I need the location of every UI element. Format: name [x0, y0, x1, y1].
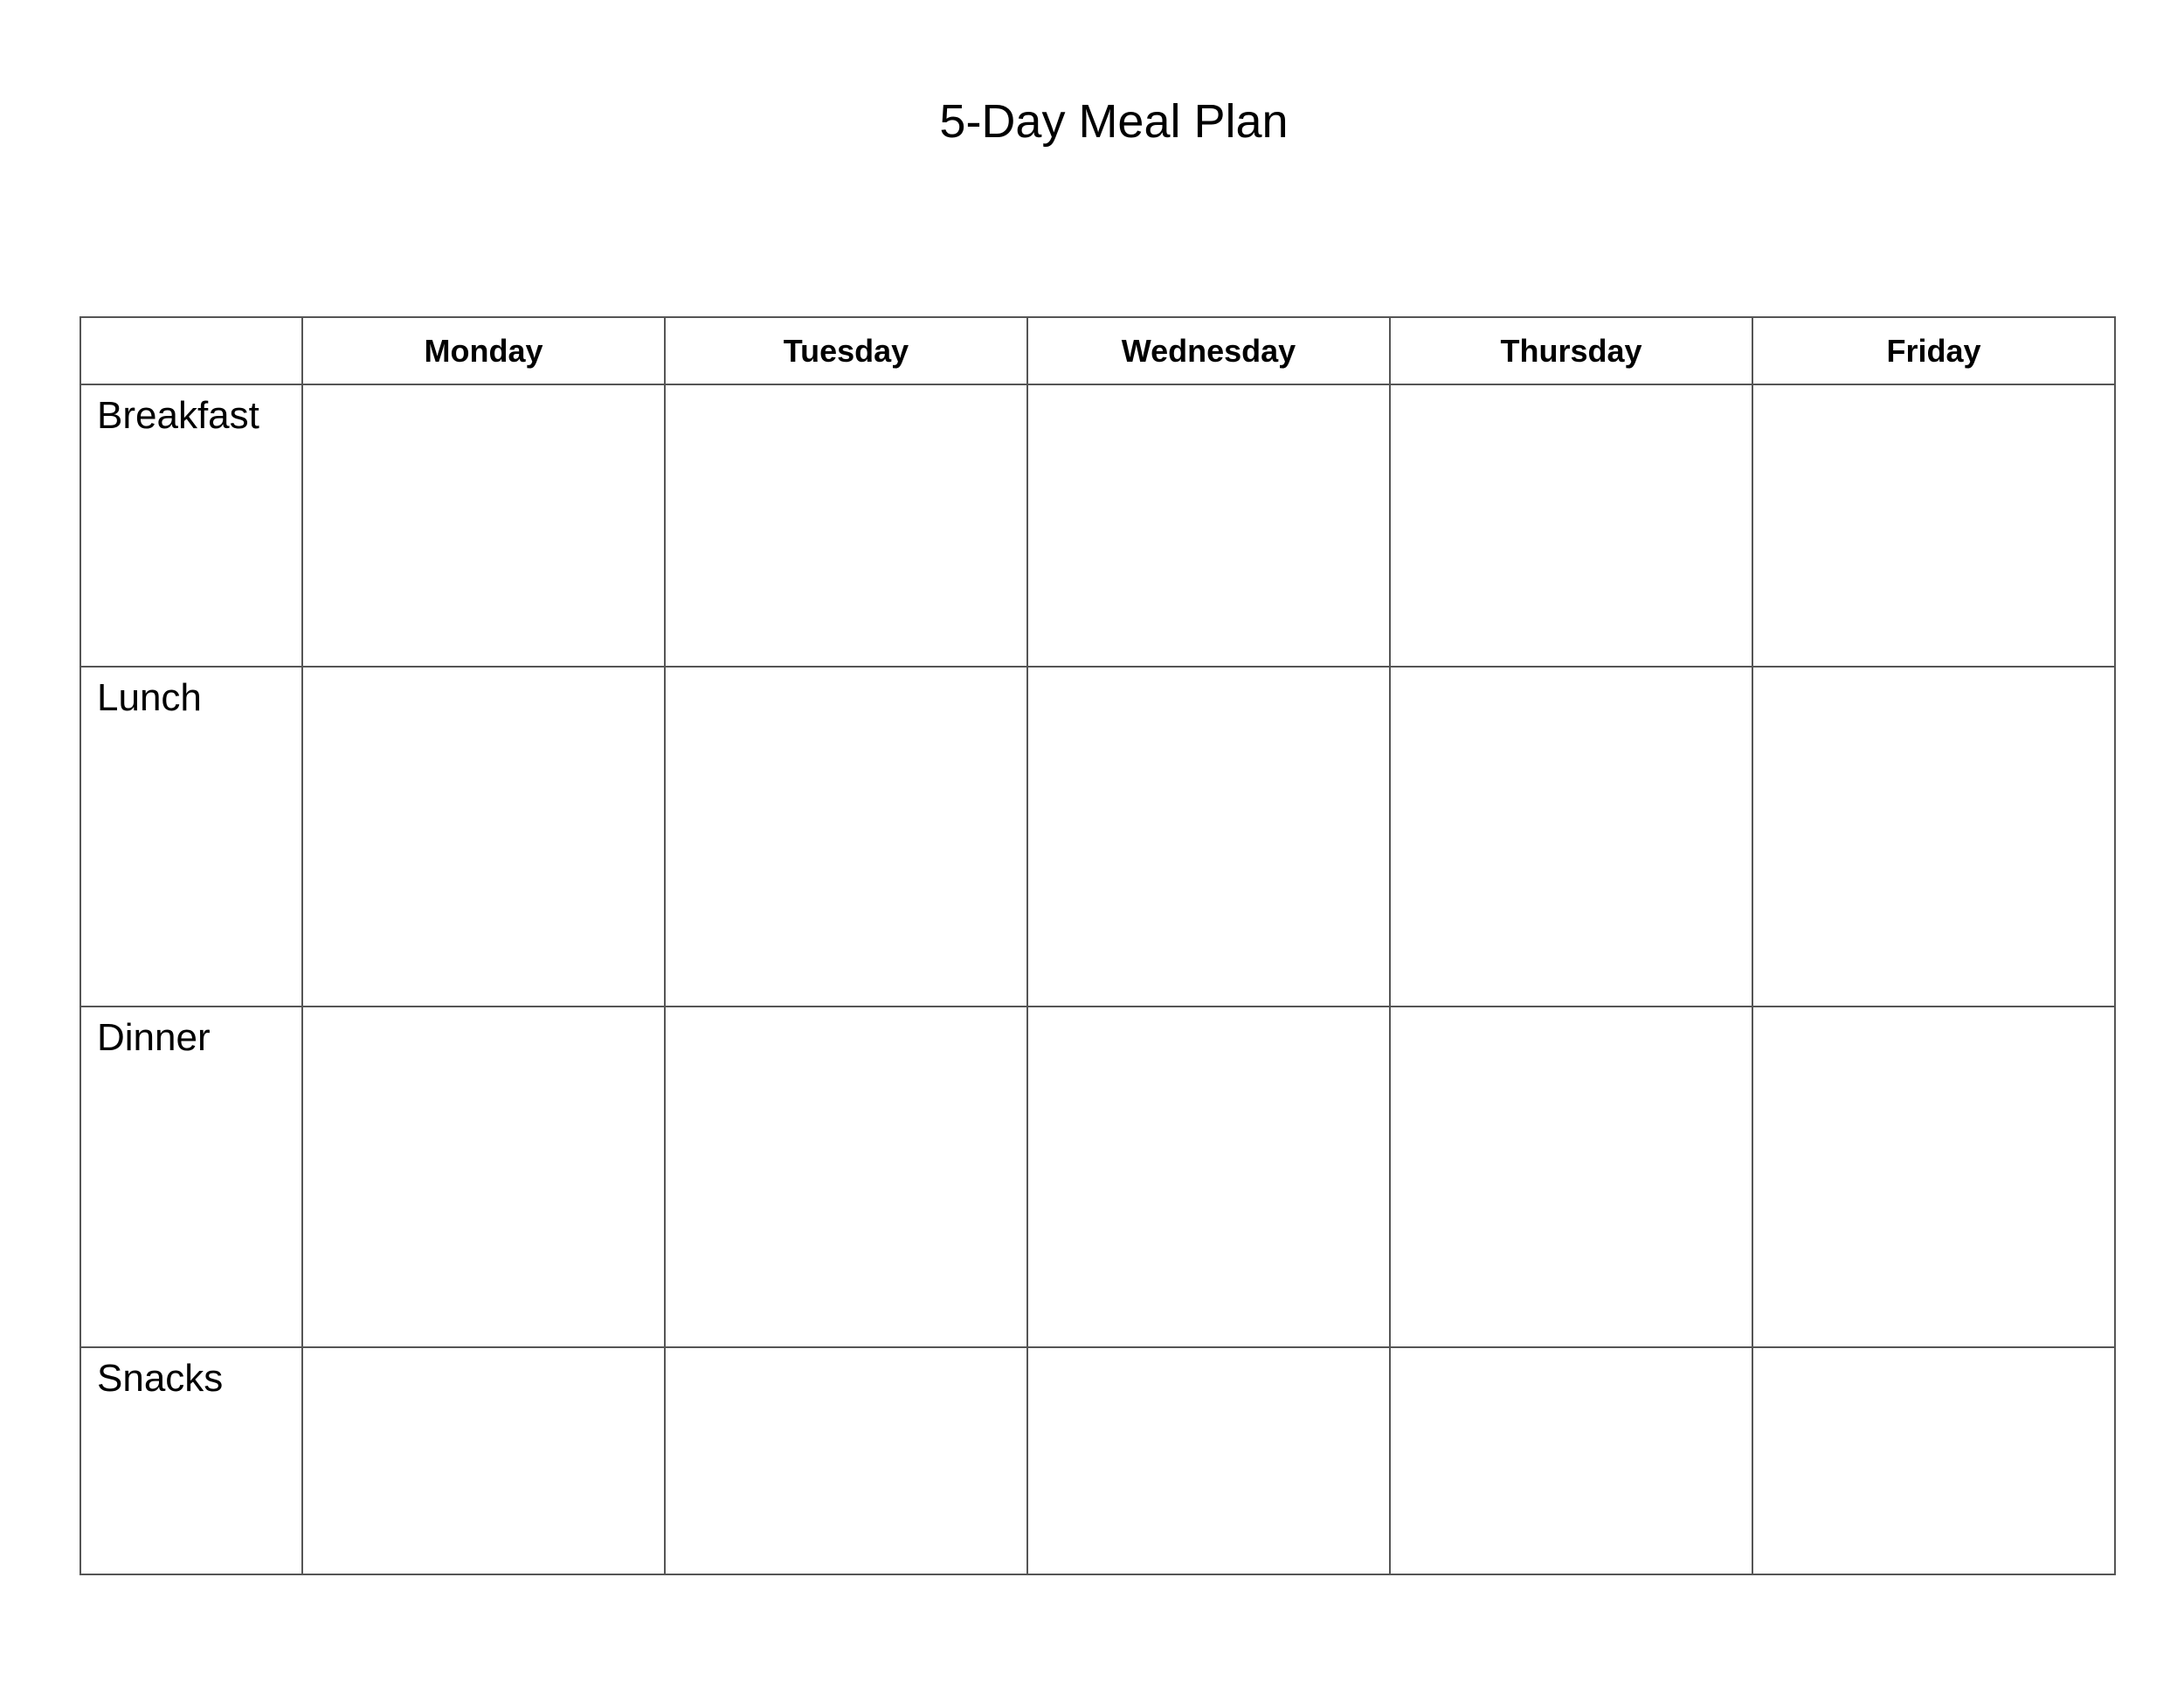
meal-cell-lunch-wednesday[interactable] — [1027, 667, 1390, 1007]
meal-cell-dinner-thursday[interactable] — [1390, 1007, 1752, 1347]
day-header-wednesday: Wednesday — [1027, 317, 1390, 384]
meal-cell-lunch-tuesday[interactable] — [665, 667, 1027, 1007]
meal-cell-snacks-thursday[interactable] — [1390, 1347, 1752, 1574]
meal-cell-breakfast-thursday[interactable] — [1390, 384, 1752, 667]
meal-cell-lunch-thursday[interactable] — [1390, 667, 1752, 1007]
meal-cell-breakfast-monday[interactable] — [302, 384, 665, 667]
page-title: 5-Day Meal Plan — [939, 95, 1289, 148]
meal-row-breakfast — [80, 384, 2115, 667]
day-header-friday: Friday — [1752, 317, 2115, 384]
meal-cell-snacks-wednesday[interactable] — [1027, 1347, 1390, 1574]
meal-label-dinner: Dinner — [80, 1007, 302, 1347]
meal-plan-table — [79, 316, 2116, 1575]
meal-cell-dinner-wednesday[interactable] — [1027, 1007, 1390, 1347]
meal-cell-dinner-monday[interactable] — [302, 1007, 665, 1347]
meal-cell-dinner-tuesday[interactable] — [665, 1007, 1027, 1347]
header-row — [80, 317, 2115, 384]
meal-row-dinner — [80, 1007, 2115, 1347]
meal-cell-lunch-friday[interactable] — [1752, 667, 2115, 1007]
meal-label-snacks: Snacks — [80, 1347, 302, 1574]
day-header-thursday: Thursday — [1390, 317, 1752, 384]
meal-cell-snacks-monday[interactable] — [302, 1347, 665, 1574]
meal-row-snacks — [80, 1347, 2115, 1574]
day-header-tuesday: Tuesday — [665, 317, 1027, 384]
meal-cell-breakfast-friday[interactable] — [1752, 384, 2115, 667]
day-header-monday: Monday — [302, 317, 665, 384]
meal-cell-lunch-monday[interactable] — [302, 667, 665, 1007]
corner-cell — [80, 317, 302, 384]
meal-cell-snacks-tuesday[interactable] — [665, 1347, 1027, 1574]
meal-row-lunch — [80, 667, 2115, 1007]
meal-label-breakfast: Breakfast — [80, 384, 302, 667]
meal-cell-breakfast-wednesday[interactable] — [1027, 384, 1390, 667]
meal-label-lunch: Lunch — [80, 667, 302, 1007]
meal-cell-dinner-friday[interactable] — [1752, 1007, 2115, 1347]
meal-cell-snacks-friday[interactable] — [1752, 1347, 2115, 1574]
meal-cell-breakfast-tuesday[interactable] — [665, 384, 1027, 667]
